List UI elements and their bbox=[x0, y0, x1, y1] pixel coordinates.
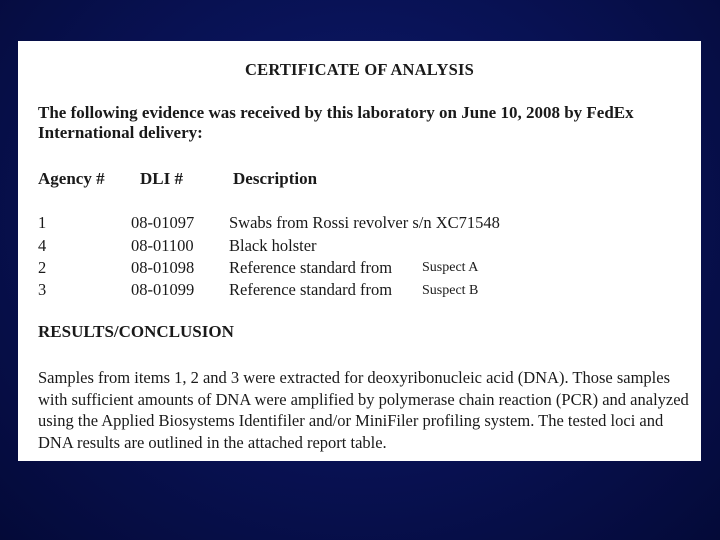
agency-number: 3 bbox=[38, 280, 47, 299]
evidence-row bbox=[18, 258, 701, 280]
evidence-row bbox=[18, 236, 701, 258]
results-paragraph: Samples from items 1, 2 and 3 were extracted for deoxyribonucleic acid (DNA). Those samples with sufficient amounts of DNA were amplified by polymerase chain reaction (PCR) and analyzed using the Applied Biosystems Identifiler and/or MiniFiler profiling system. The tested loci and DNA results are outlined in the attached report table. bbox=[38, 368, 689, 452]
suspect-label: Suspect B bbox=[422, 283, 479, 298]
column-header-dli: DLI # bbox=[140, 169, 183, 188]
dli-number: 08-01097 bbox=[131, 213, 195, 232]
item-description: Reference standard from bbox=[229, 258, 393, 277]
dli-number: 08-01100 bbox=[131, 236, 194, 255]
item-description: Reference standard from bbox=[229, 280, 393, 299]
agency-number: 1 bbox=[38, 213, 47, 232]
suspect-label: Suspect A bbox=[422, 260, 479, 275]
intro-statement: The following evidence was received by this laboratory on June 10, 2008 by FedEx International delivery: bbox=[38, 103, 634, 142]
agency-number: 4 bbox=[38, 236, 47, 255]
dli-number: 08-01098 bbox=[131, 258, 195, 277]
document-title: CERTIFICATE OF ANALYSIS bbox=[245, 60, 474, 79]
column-header-agency: Agency # bbox=[38, 169, 105, 188]
item-description: Swabs from Rossi revolver s/n XC71548 bbox=[229, 213, 500, 232]
dli-number: 08-01099 bbox=[131, 280, 195, 299]
item-description: Black holster bbox=[229, 236, 317, 255]
results-heading: RESULTS/CONCLUSION bbox=[38, 322, 234, 341]
certificate-document bbox=[18, 41, 701, 461]
agency-number: 2 bbox=[38, 258, 47, 277]
evidence-row bbox=[18, 213, 701, 235]
evidence-row bbox=[18, 280, 701, 302]
column-header-description: Description bbox=[233, 169, 318, 188]
